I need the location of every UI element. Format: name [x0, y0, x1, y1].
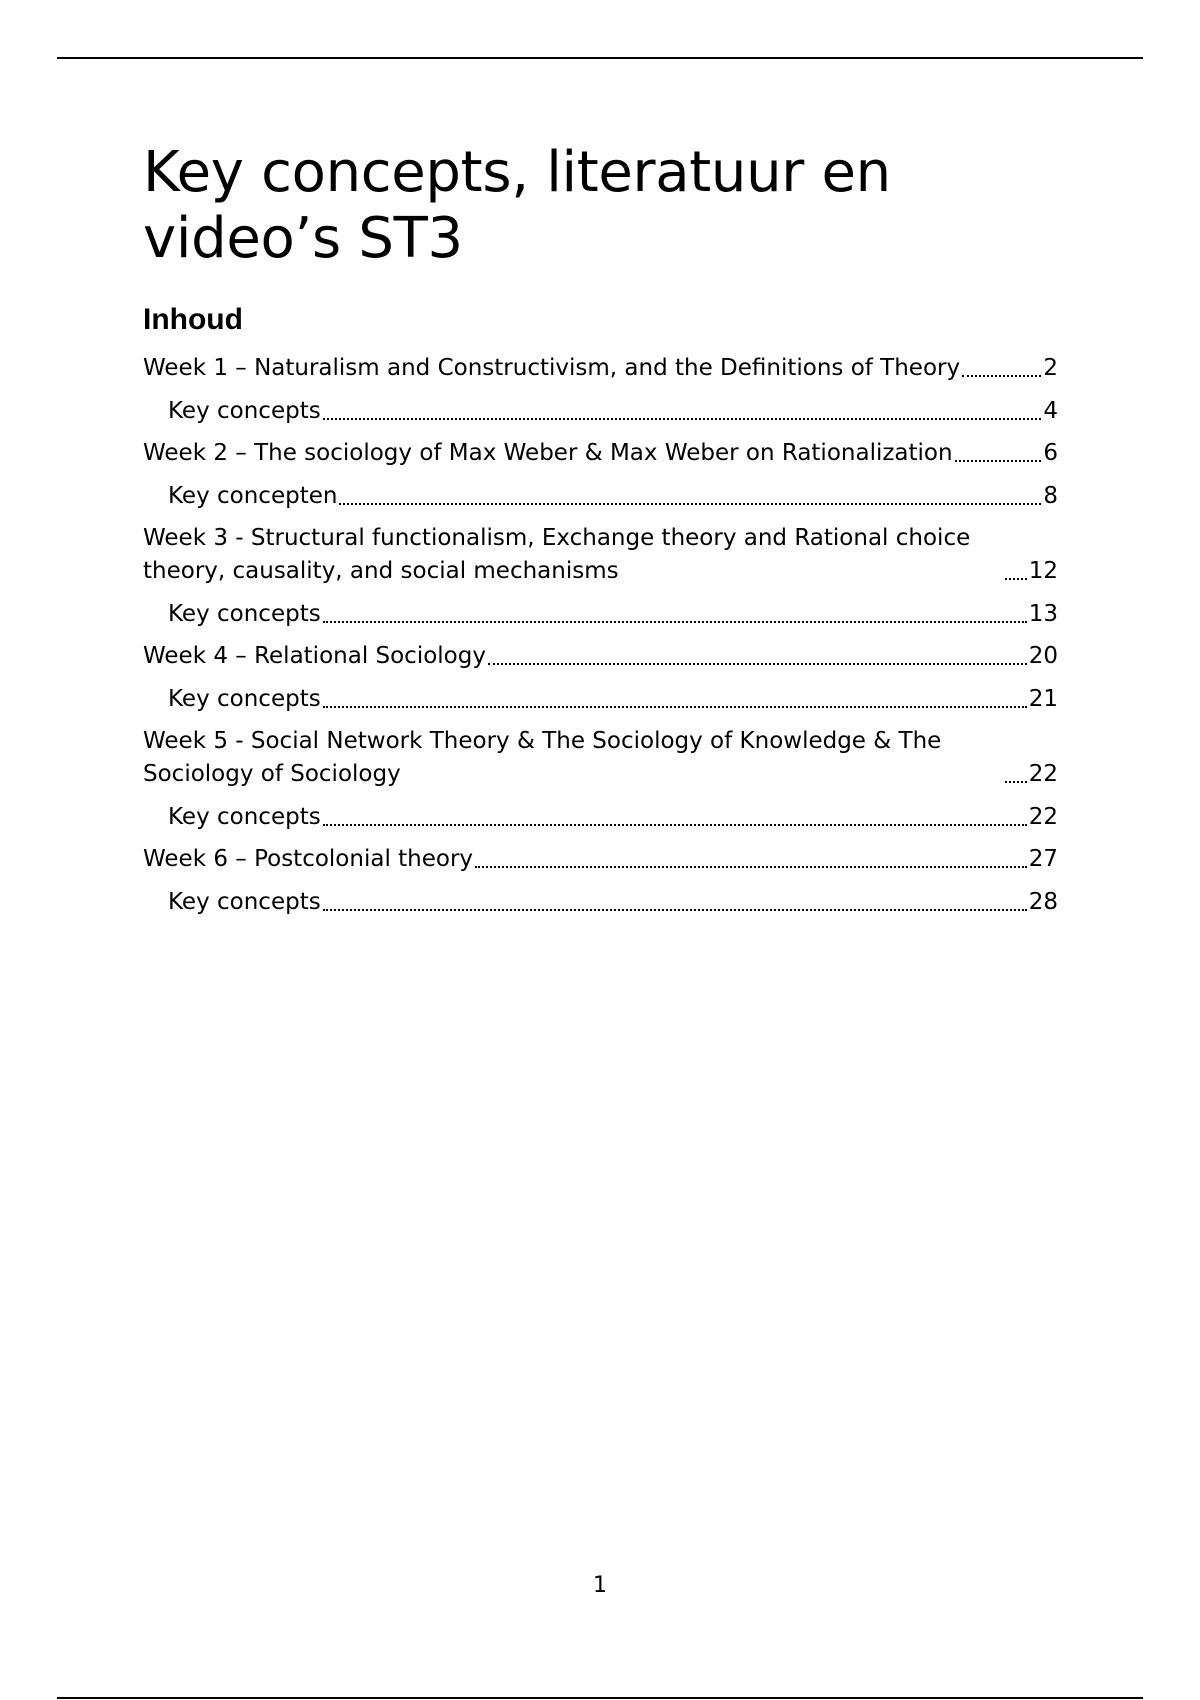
- toc-entry-week-3-key-concepts[interactable]: [143, 598, 1058, 631]
- toc-entry-week-4-key-concepts[interactable]: [143, 683, 1058, 716]
- document-title-line-1: Key concepts, literatuur en: [143, 140, 891, 205]
- toc-entry-page: 22: [1028, 761, 1058, 787]
- toc-dot-leader: [323, 621, 1027, 623]
- toc-entry-page: 6: [1043, 440, 1058, 466]
- toc-entry-week-5-key-concepts[interactable]: [143, 801, 1058, 834]
- toc-dot-leader: [323, 909, 1027, 911]
- toc-entry-week-2-key-concepten[interactable]: [143, 480, 1058, 513]
- toc-dot-leader: [955, 460, 1042, 462]
- toc-dot-leader: [488, 663, 1027, 665]
- toc-entry-week-3[interactable]: [143, 522, 1058, 588]
- toc-entry-page: 2: [1043, 355, 1058, 381]
- toc-dot-leader: [323, 706, 1027, 708]
- toc-entry-text: Key concepten: [168, 482, 338, 509]
- toc-entry-week-1[interactable]: [143, 352, 1058, 385]
- toc-entry-week-4[interactable]: [143, 640, 1058, 673]
- toc-entry-text: Key concepts: [168, 803, 321, 830]
- toc-entry-text: Week 1 – Naturalism and Constructivism, and the Definitions of Theory: [143, 355, 961, 381]
- toc-dot-leader: [1005, 578, 1027, 580]
- toc-entry-text: Key concepts: [168, 685, 321, 712]
- toc-dot-leader: [1005, 781, 1027, 783]
- toc-entry-page: 22: [1028, 803, 1058, 830]
- toc-heading: Inhoud: [143, 303, 243, 336]
- toc-entry-week-6-key-concepts[interactable]: [143, 886, 1058, 919]
- toc-dot-leader: [339, 503, 1041, 505]
- document-title: [143, 140, 1058, 272]
- toc-entry-page: 12: [1028, 558, 1058, 584]
- toc-dot-leader: [323, 824, 1027, 826]
- toc-entry-page: 20: [1028, 643, 1058, 669]
- table-of-contents: [143, 352, 1058, 919]
- toc-entry-page: 27: [1028, 846, 1058, 872]
- footer-rule: [57, 1697, 1143, 1699]
- toc-entry-week-1-key-concepts[interactable]: [143, 395, 1058, 428]
- toc-entry-text: Week 5 - Social Network Theory & The Sociology of Knowledge & The Sociology of Sociology: [143, 728, 942, 787]
- toc-entry-page: 21: [1028, 685, 1058, 712]
- toc-entry-page: 13: [1028, 600, 1058, 627]
- page-content: [143, 140, 1058, 928]
- toc-entry-text: Week 6 – Postcolonial theory: [143, 846, 474, 872]
- toc-entry-page: 8: [1043, 482, 1058, 509]
- toc-entry-text: Key concepts: [168, 600, 321, 627]
- toc-entry-week-6[interactable]: [143, 843, 1058, 876]
- toc-entry-page: 4: [1043, 397, 1058, 424]
- toc-entry-text: Week 2 – The sociology of Max Weber & Max Weber on Rationalization: [143, 440, 953, 466]
- toc-entry-text: Key concepts: [168, 397, 321, 424]
- header-rule: [57, 57, 1143, 59]
- toc-entry-text: Key concepts: [168, 888, 321, 915]
- toc-entry-week-2[interactable]: [143, 437, 1058, 470]
- toc-entry-page: 28: [1028, 888, 1058, 915]
- page-number: 1: [593, 1573, 607, 1598]
- toc-dot-leader: [475, 866, 1027, 868]
- toc-dot-leader: [962, 375, 1041, 377]
- document-title-line-2: video’s ST3: [143, 206, 463, 271]
- toc-entry-week-5[interactable]: [143, 725, 1058, 791]
- toc-entry-text: Week 3 - Structural functionalism, Exchange theory and Rational choice theory, causality, and social mechanisms: [143, 525, 971, 584]
- toc-dot-leader: [323, 418, 1042, 420]
- toc-entry-text: Week 4 – Relational Sociology: [143, 643, 486, 669]
